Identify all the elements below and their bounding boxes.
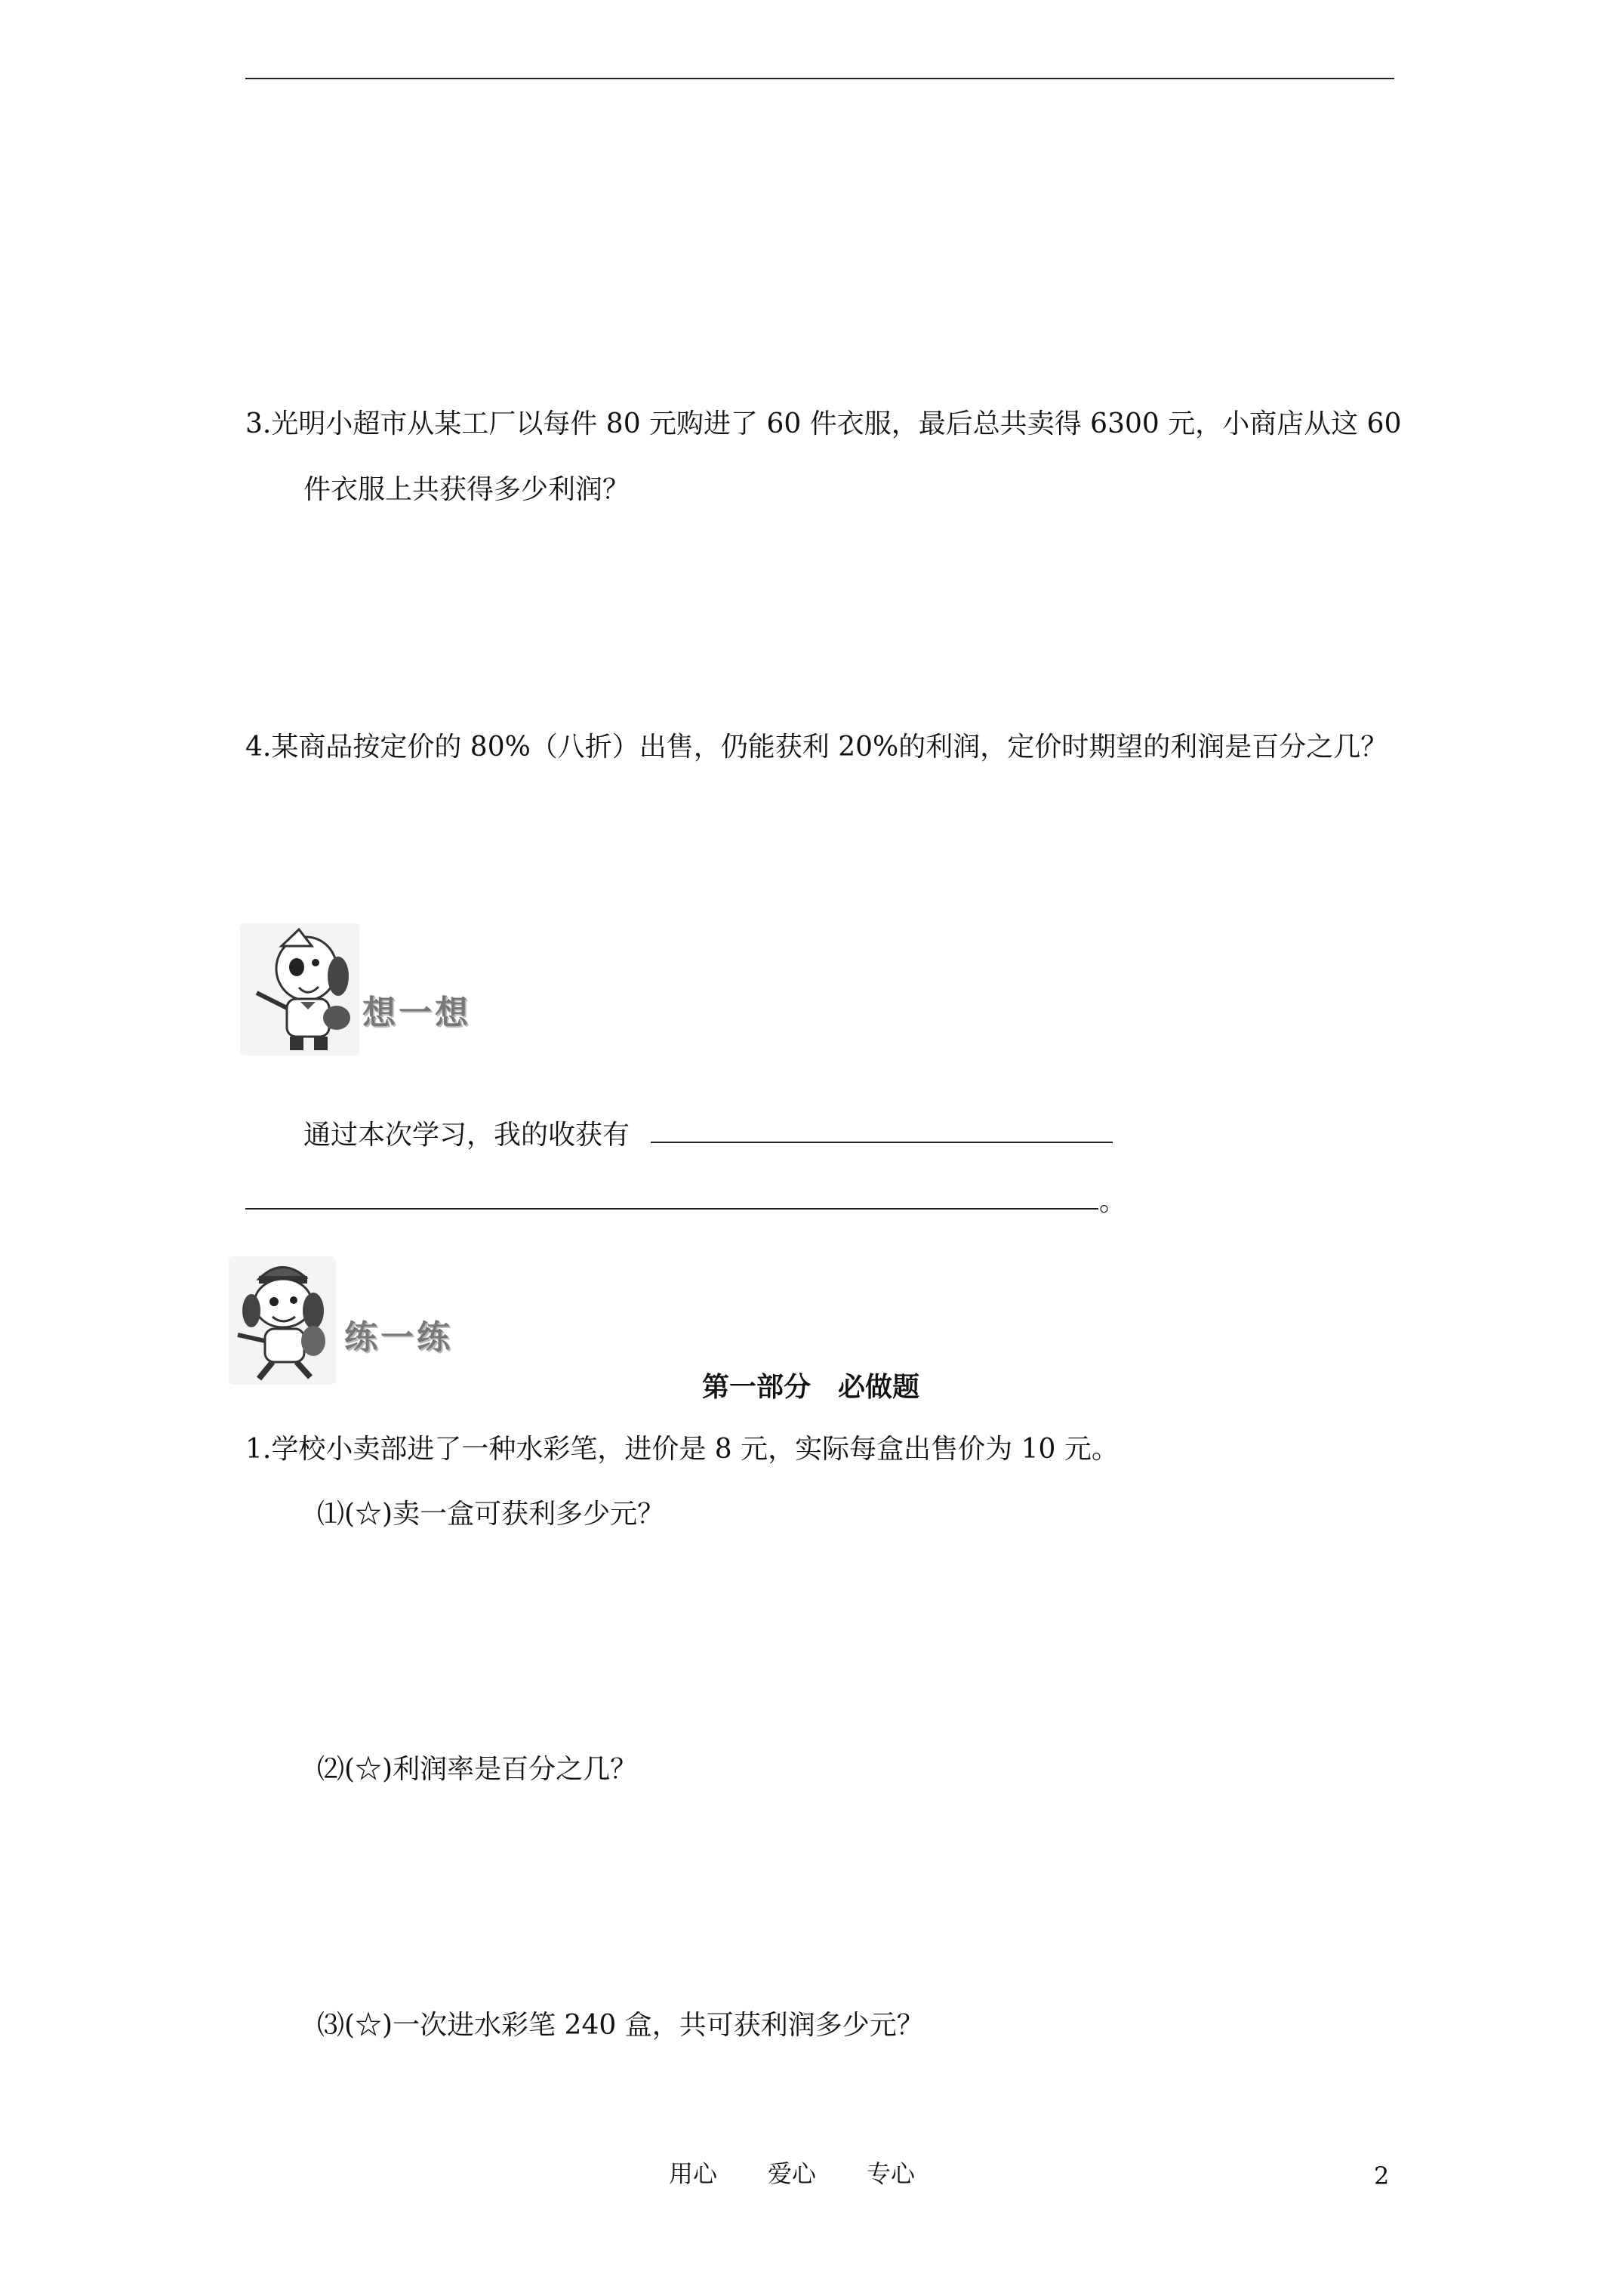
section-title: 第一部分 必做题 xyxy=(702,1372,920,1403)
dog-with-cap-icon xyxy=(229,1256,336,1385)
think-end-mark: 。 xyxy=(1099,1186,1127,1217)
header-rule xyxy=(245,78,1394,79)
practice-question-1-sub-1: ⑴(☆)卖一盒可获利多少元？ xyxy=(317,1499,665,1530)
practice-question-1-sub-2: ⑵(☆)利润率是百分之几？ xyxy=(317,1754,638,1785)
mascot-practice-illustration xyxy=(229,1256,336,1385)
footer-slogan-2: 爱心 xyxy=(768,2159,817,2188)
practice-question-1-stem: 1.学校小卖部进了一种水彩笔，进价是 8 元，实际每盒出售价为 10 元。 xyxy=(245,1434,1119,1465)
practice-badge-title: 练一练 xyxy=(344,1318,453,1357)
footer-slogan-3: 专心 xyxy=(867,2159,916,2188)
think-badge-title: 想一想 xyxy=(362,994,471,1032)
mascot-think-illustration xyxy=(240,923,359,1056)
think-prompt: 通过本次学习，我的收获有 xyxy=(303,1120,630,1151)
page-number: 2 xyxy=(1374,2162,1390,2190)
answer-blank-line-1 xyxy=(651,1142,1113,1143)
footer-slogan-1: 用心 xyxy=(669,2159,718,2188)
answer-blank-line-2 xyxy=(245,1208,1098,1210)
practice-question-1-sub-3: ⑶(☆)一次进水彩笔 240 盒，共可获利润多少元？ xyxy=(317,2010,924,2041)
dog-mascot-icon xyxy=(240,923,359,1056)
question-3-line-1: 3.光明小超市从某工厂以每件 80 元购进了 60 件衣服，最后总共卖得 6300 元，小商店从这 60 xyxy=(245,408,1402,439)
question-3-line-2: 件衣服上共获得多少利润？ xyxy=(303,474,630,505)
question-4: 4.某商品按定价的 80%（八折）出售，仍能获利 20%的利润，定价时期望的利润是百分之几？ xyxy=(245,732,1388,763)
